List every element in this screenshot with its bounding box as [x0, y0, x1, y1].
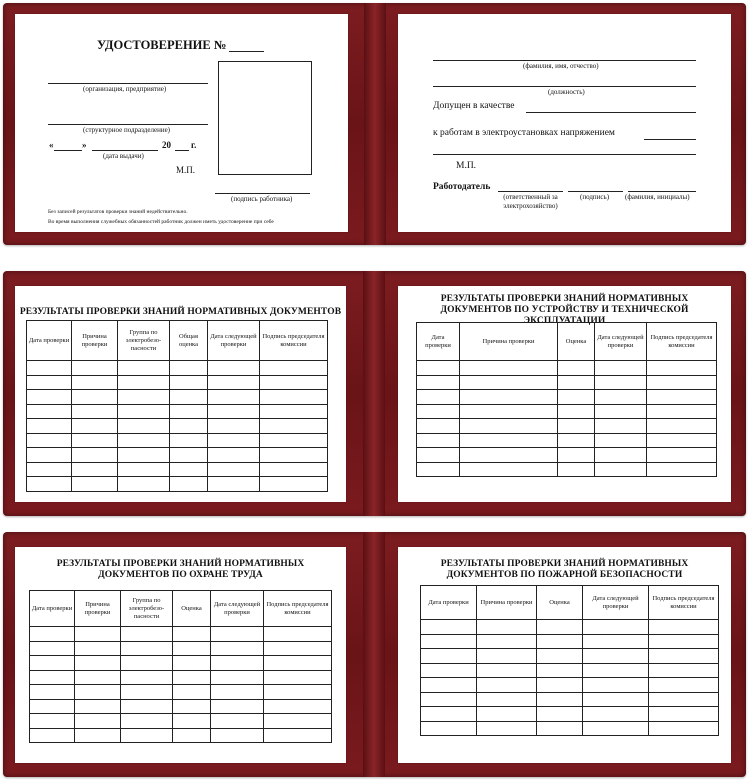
operation-results-table: [416, 322, 717, 477]
table-cell: [537, 634, 583, 649]
table-row: [421, 721, 719, 736]
table-cell: [260, 390, 328, 405]
table-cell: [558, 361, 595, 376]
table-cell: [583, 707, 649, 722]
table-cell: [27, 433, 72, 448]
table-cell: [75, 685, 121, 700]
table-cell: [170, 390, 208, 405]
admitted-line: [526, 112, 696, 113]
full-name-line: [433, 60, 696, 61]
table-cell: [647, 404, 717, 419]
table-cell: [118, 375, 170, 390]
table-cell: [208, 419, 260, 434]
table-row: [30, 627, 332, 642]
table-cell: [211, 728, 264, 743]
table-cell: [460, 361, 558, 376]
table-cell: [477, 649, 537, 664]
col-header-date: Дата проверки: [417, 323, 460, 361]
cover-spine: [363, 532, 385, 777]
table-cell: [211, 685, 264, 700]
table-cell: [260, 404, 328, 419]
table-cell: [421, 721, 477, 736]
table-cell: [264, 728, 332, 743]
fire-safety-results-page: [398, 547, 731, 763]
table-cell: [537, 692, 583, 707]
cover-spine: [364, 3, 386, 245]
table-cell: [417, 433, 460, 448]
table-cell: [417, 462, 460, 477]
table-cell: [417, 448, 460, 463]
table-cell: [118, 390, 170, 405]
table-cell: [460, 419, 558, 434]
col-header-next-date: Дата следующей проверки: [208, 321, 260, 361]
table-cell: [170, 462, 208, 477]
table-cell: [170, 404, 208, 419]
position-line: [433, 86, 696, 87]
table-cell: [477, 678, 537, 693]
table-cell: [173, 699, 211, 714]
table-cell: [417, 404, 460, 419]
table-row: [421, 707, 719, 722]
table-cell: [264, 714, 332, 729]
table-row: [421, 678, 719, 693]
table-cell: [75, 728, 121, 743]
table-cell: [121, 728, 173, 743]
table-cell: [27, 419, 72, 434]
table-cell: [477, 634, 537, 649]
table-cell: [583, 721, 649, 736]
validity-note: Без записей результатов проверки знаний недействительно.: [48, 209, 188, 215]
employer-label: Работодатель: [433, 182, 491, 192]
table-cell: [264, 627, 332, 642]
table-cell: [417, 390, 460, 405]
employer-name-caption: (фамилия, инициалы): [625, 193, 690, 201]
certificate-back-page: [398, 14, 731, 232]
table-cell: [170, 361, 208, 376]
full-name-caption: (фамилия, имя, отчество): [523, 62, 599, 70]
table-cell: [649, 721, 719, 736]
table-cell: [647, 361, 717, 376]
table-cell: [421, 649, 477, 664]
table-cell: [649, 634, 719, 649]
col-header-next-date: Дата следующей проверки: [583, 586, 649, 620]
table-cell: [421, 634, 477, 649]
table-row: [30, 670, 332, 685]
table-row: [417, 375, 717, 390]
table-cell: [121, 656, 173, 671]
table-cell: [121, 714, 173, 729]
col-header-date: Дата проверки: [27, 321, 72, 361]
table-row: [30, 685, 332, 700]
table-row: [417, 404, 717, 419]
table-row: [27, 462, 328, 477]
table-cell: [27, 375, 72, 390]
date-caption: (дата выдачи): [103, 152, 144, 160]
col-header-chairman-signature: Подпись председателя комиссии: [649, 586, 719, 620]
table-cell: [460, 390, 558, 405]
col-header-date: Дата проверки: [30, 591, 75, 627]
operation-title: РЕЗУЛЬТАТЫ ПРОВЕРКИ ЗНАНИЙ НОРМАТИВНЫХ ДОКУМЕНТОВ ПО УСТРОЙСТВУ И ТЕХНИЧЕСКОЙ ЭКСПЛУАТАЦИИ: [440, 294, 689, 326]
table-cell: [173, 714, 211, 729]
col-header-chairman-signature: Подпись председателя комиссии: [260, 321, 328, 361]
table-cell: [264, 670, 332, 685]
carry-note: Во время выполнения служебных обязанностей работник должен иметь удостоверение при себе: [48, 219, 274, 225]
col-header-grade: Оценка: [173, 591, 211, 627]
table-cell: [208, 448, 260, 463]
table-cell: [558, 375, 595, 390]
table-cell: [118, 419, 170, 434]
employer-name-line: [628, 191, 696, 192]
table-cell: [30, 656, 75, 671]
table-cell: [537, 721, 583, 736]
table-cell: [72, 375, 118, 390]
table-cell: [595, 419, 647, 434]
table-row: [417, 448, 717, 463]
table-cell: [72, 361, 118, 376]
table-cell: [170, 477, 208, 492]
date-close-quote: »: [82, 140, 87, 150]
table-row: [27, 361, 328, 376]
table-cell: [30, 699, 75, 714]
certificate-front-page: [15, 14, 348, 232]
normative-results-table: [26, 320, 328, 492]
table-cell: [260, 361, 328, 376]
fire-safety-results-table: [420, 585, 719, 736]
table-row: [30, 656, 332, 671]
photo-placeholder: [218, 61, 312, 175]
table-cell: [649, 649, 719, 664]
table-cell: [211, 714, 264, 729]
table-cell: [583, 649, 649, 664]
table-cell: [647, 462, 717, 477]
table-cell: [208, 361, 260, 376]
table-cell: [170, 433, 208, 448]
table-cell: [537, 707, 583, 722]
table-cell: [211, 627, 264, 642]
table-cell: [30, 728, 75, 743]
table-cell: [27, 462, 72, 477]
table-cell: [211, 656, 264, 671]
table-cell: [27, 448, 72, 463]
table-row: [27, 419, 328, 434]
table-row: [417, 390, 717, 405]
col-header-overall-grade: Общая оценка: [170, 321, 208, 361]
col-header-chairman-signature: Подпись председателя комиссии: [647, 323, 717, 361]
col-header-reason: Причина проверки: [477, 586, 537, 620]
organization-caption: (организация, предприятие): [83, 85, 167, 93]
table-cell: [264, 656, 332, 671]
cover-spine: [363, 271, 385, 516]
table-cell: [417, 361, 460, 376]
col-header-chairman-signature: Подпись председателя комиссии: [264, 591, 332, 627]
table-cell: [208, 390, 260, 405]
table-cell: [173, 670, 211, 685]
table-cell: [417, 419, 460, 434]
table-cell: [72, 462, 118, 477]
back-stamp-label: М.П.: [456, 161, 477, 171]
table-cell: [583, 692, 649, 707]
normative-results-page: [15, 286, 346, 502]
table-row: [417, 419, 717, 434]
table-cell: [264, 685, 332, 700]
table-cell: [537, 663, 583, 678]
table-cell: [460, 462, 558, 477]
table-row: [27, 433, 328, 448]
table-cell: [460, 433, 558, 448]
table-cell: [121, 699, 173, 714]
table-row: [421, 649, 719, 664]
col-header-safety-group: Группа по электробезо-пасности: [118, 321, 170, 361]
table-cell: [260, 375, 328, 390]
table-row: [27, 448, 328, 463]
table-cell: [208, 404, 260, 419]
normative-title: РЕЗУЛЬТАТЫ ПРОВЕРКИ ЗНАНИЙ НОРМАТИВНЫХ ДОКУМЕНТОВ: [19, 307, 342, 317]
table-cell: [583, 663, 649, 678]
table-cell: [208, 462, 260, 477]
table-cell: [477, 663, 537, 678]
worker-signature-line: [215, 193, 310, 194]
fire-safety-title: РЕЗУЛЬТАТЫ ПРОВЕРКИ ЗНАНИЙ НОРМАТИВНЫХ ДОКУМЕНТОВ ПО ПОЖАРНОЙ БЕЗОПАСНОСТИ: [440, 559, 689, 580]
labor-safety-results-page: [15, 547, 346, 763]
table-cell: [477, 620, 537, 635]
table-cell: [537, 649, 583, 664]
table-cell: [583, 678, 649, 693]
table-cell: [27, 477, 72, 492]
table-row: [417, 361, 717, 376]
worker-signature-caption: (подпись работника): [231, 195, 293, 203]
table-cell: [211, 670, 264, 685]
table-cell: [558, 433, 595, 448]
table-cell: [558, 419, 595, 434]
table-cell: [647, 390, 717, 405]
table-cell: [595, 433, 647, 448]
table-cell: [595, 448, 647, 463]
table-row: [421, 663, 719, 678]
table-cell: [477, 692, 537, 707]
table-cell: [72, 433, 118, 448]
table-row: [27, 477, 328, 492]
employer-signature-caption: (подпись): [580, 193, 610, 201]
table-cell: [118, 448, 170, 463]
table-cell: [211, 641, 264, 656]
position-caption: (должность): [548, 88, 585, 96]
col-header-safety-group: Группа по электробезо-пасности: [121, 591, 173, 627]
table-cell: [208, 433, 260, 448]
table-cell: [417, 375, 460, 390]
table-row: [30, 699, 332, 714]
table-row: [27, 390, 328, 405]
table-cell: [173, 685, 211, 700]
voltage-line-2: [433, 154, 696, 155]
table-cell: [121, 641, 173, 656]
table-cell: [421, 620, 477, 635]
col-header-grade: Оценка: [537, 586, 583, 620]
col-header-next-date: Дата следующей проверки: [595, 323, 647, 361]
employer-signature-line: [568, 191, 623, 192]
table-cell: [27, 361, 72, 376]
table-cell: [537, 620, 583, 635]
voltage-line: [644, 139, 696, 140]
admitted-label: Допущен в качестве: [433, 101, 515, 111]
date-month-line: [92, 150, 158, 151]
table-row: [421, 692, 719, 707]
labor-safety-results-table: [29, 590, 332, 743]
table-cell: [75, 699, 121, 714]
col-header-reason: Причина проверки: [75, 591, 121, 627]
table-row: [30, 714, 332, 729]
table-cell: [30, 685, 75, 700]
table-cell: [264, 641, 332, 656]
table-cell: [460, 448, 558, 463]
table-row: [417, 462, 717, 477]
table-cell: [260, 419, 328, 434]
table-cell: [121, 670, 173, 685]
table-row: [421, 620, 719, 635]
table-cell: [595, 361, 647, 376]
table-cell: [595, 390, 647, 405]
table-cell: [260, 448, 328, 463]
table-cell: [121, 685, 173, 700]
table-cell: [118, 361, 170, 376]
table-cell: [421, 707, 477, 722]
certificate-title: УДОСТОВЕРЕНИЕ №: [97, 38, 227, 52]
table-cell: [75, 627, 121, 642]
table-cell: [421, 692, 477, 707]
table-cell: [260, 433, 328, 448]
date-open-quote: «: [49, 140, 54, 150]
labor-safety-title: РЕЗУЛЬТАТЫ ПРОВЕРКИ ЗНАНИЙ НОРМАТИВНЫХ ДОКУМЕНТОВ ПО ОХРАНЕ ТРУДА: [56, 559, 305, 580]
responsible-caption: (ответственный за электрохозяйство): [503, 193, 558, 210]
table-cell: [75, 656, 121, 671]
table-cell: [118, 462, 170, 477]
date-year-line: [175, 150, 189, 151]
table-cell: [260, 477, 328, 492]
table-row: [421, 634, 719, 649]
table-cell: [27, 404, 72, 419]
employer-responsible-line: [498, 191, 563, 192]
certificate-number-line: [229, 51, 264, 52]
table-cell: [72, 390, 118, 405]
table-cell: [558, 448, 595, 463]
table-cell: [27, 390, 72, 405]
table-cell: [649, 663, 719, 678]
table-cell: [595, 404, 647, 419]
col-header-next-date: Дата следующей проверки: [211, 591, 264, 627]
table-cell: [421, 678, 477, 693]
table-cell: [260, 462, 328, 477]
table-cell: [118, 404, 170, 419]
table-cell: [647, 448, 717, 463]
table-cell: [170, 375, 208, 390]
table-cell: [647, 375, 717, 390]
table-cell: [75, 641, 121, 656]
table-cell: [211, 699, 264, 714]
col-header-reason: Причина проверки: [72, 321, 118, 361]
table-row: [417, 433, 717, 448]
table-row: [30, 728, 332, 743]
table-cell: [647, 433, 717, 448]
table-cell: [121, 627, 173, 642]
table-cell: [118, 433, 170, 448]
table-cell: [75, 714, 121, 729]
table-cell: [30, 641, 75, 656]
works-label: к работам в электроустановках напряжением: [433, 128, 615, 138]
table-cell: [583, 634, 649, 649]
table-cell: [558, 462, 595, 477]
division-line: [48, 124, 208, 125]
table-cell: [558, 404, 595, 419]
table-cell: [595, 462, 647, 477]
table-cell: [477, 721, 537, 736]
table-cell: [460, 375, 558, 390]
table-cell: [30, 714, 75, 729]
table-cell: [118, 477, 170, 492]
date-day-line: [54, 150, 82, 151]
front-stamp-label: М.П.: [176, 165, 196, 175]
table-cell: [173, 728, 211, 743]
table-cell: [72, 419, 118, 434]
table-cell: [421, 663, 477, 678]
table-cell: [264, 699, 332, 714]
table-row: [27, 404, 328, 419]
table-cell: [460, 404, 558, 419]
table-cell: [649, 707, 719, 722]
col-header-reason: Причина проверки: [460, 323, 558, 361]
division-caption: (структурное подразделение): [83, 126, 171, 134]
table-cell: [477, 707, 537, 722]
table-cell: [75, 670, 121, 685]
table-cell: [558, 390, 595, 405]
table-cell: [170, 419, 208, 434]
operation-results-page: [398, 286, 731, 502]
organization-line: [48, 83, 208, 84]
table-cell: [583, 620, 649, 635]
table-cell: [595, 375, 647, 390]
date-year-prefix: 20: [162, 140, 171, 150]
table-cell: [72, 404, 118, 419]
table-cell: [173, 656, 211, 671]
table-cell: [30, 670, 75, 685]
col-header-date: Дата проверки: [421, 586, 477, 620]
table-cell: [173, 627, 211, 642]
table-cell: [72, 448, 118, 463]
table-cell: [649, 692, 719, 707]
table-cell: [170, 448, 208, 463]
col-header-grade: Оценка: [558, 323, 595, 361]
table-cell: [649, 678, 719, 693]
table-row: [27, 375, 328, 390]
table-cell: [647, 419, 717, 434]
table-cell: [208, 477, 260, 492]
date-year-suffix: г.: [191, 140, 197, 150]
table-cell: [649, 620, 719, 635]
table-cell: [173, 641, 211, 656]
table-cell: [537, 678, 583, 693]
table-cell: [208, 375, 260, 390]
table-row: [30, 641, 332, 656]
table-cell: [72, 477, 118, 492]
table-cell: [30, 627, 75, 642]
